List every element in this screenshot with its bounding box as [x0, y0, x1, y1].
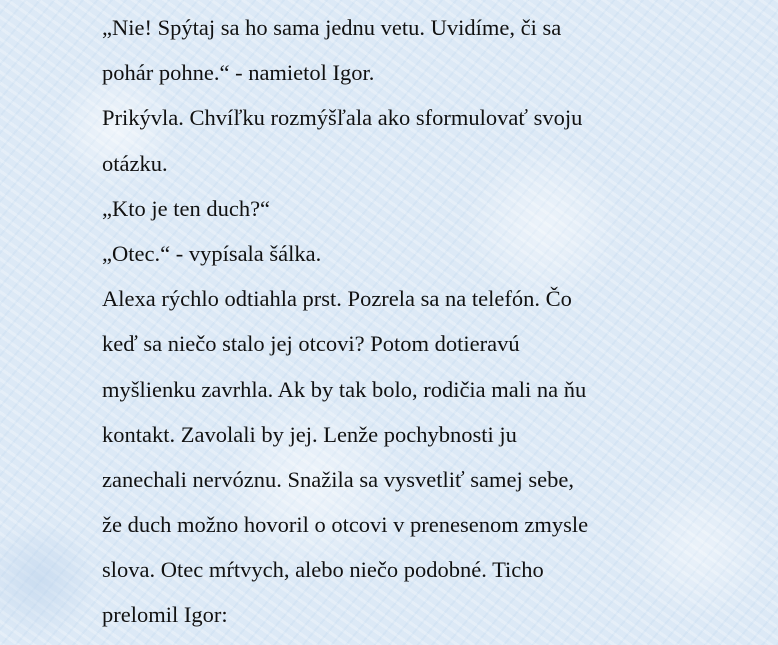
document-body: [102, 10, 742, 643]
text-line: „Otec.“ - vypísala šálka.: [102, 240, 322, 266]
text-line: zanechali nervóznu. Snažila sa vysvetliť samej sebe,: [102, 466, 574, 492]
text-line: myšlienku zavrhla. Ak by tak bolo, rodičia mali na ňu: [102, 376, 587, 402]
text-line: Alexa rýchlo odtiahla prst. Pozrela sa na telefón. Čo: [102, 286, 572, 312]
text-line: „Kto je ten duch?“: [102, 195, 271, 221]
text-line: Prikývla. Chvíľku rozmýšľala ako sformulovať svoju: [102, 105, 583, 131]
text-line: slova. Otec mŕtvych, alebo niečo podobné. Ticho: [102, 557, 544, 583]
text-line: otázku.: [102, 150, 168, 176]
text-line: pohár pohne.“ - namietol Igor.: [102, 60, 375, 86]
text-line: kontakt. Zavolali by jej. Lenže pochybnosti ju: [102, 421, 517, 447]
text-line: „Nie! Spýtaj sa ho sama jednu vetu. Uvidíme, či sa: [102, 15, 562, 40]
text-line: keď sa niečo stalo jej otcovi? Potom dotieravú: [102, 331, 520, 357]
text-line: prelomil Igor:: [102, 602, 228, 628]
text-line: že duch možno hovoril o otcovi v prenesenom zmysle: [102, 512, 589, 538]
